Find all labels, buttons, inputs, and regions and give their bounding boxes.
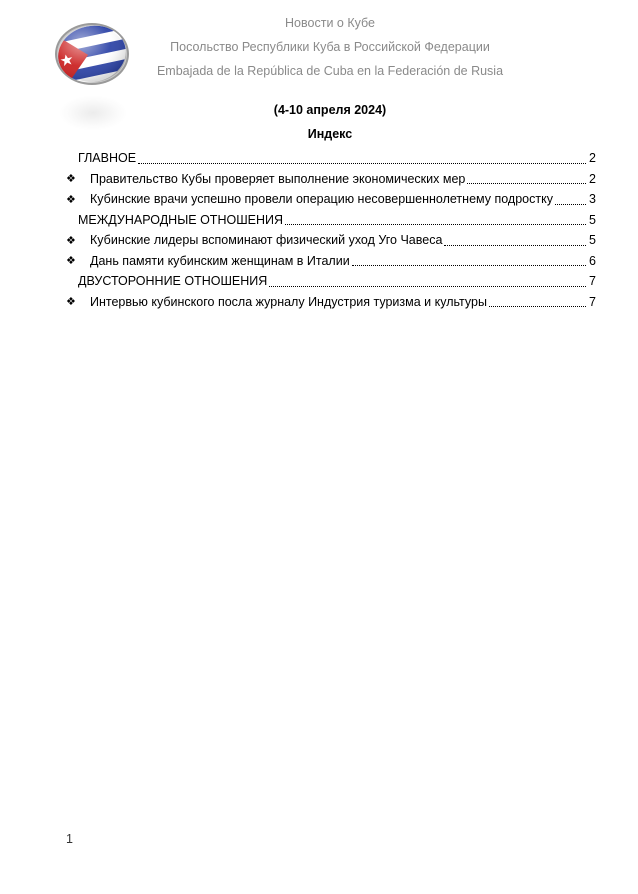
header-embassy-es: Embajada de la República de Cuba en la Federación de Rusia [156, 64, 504, 78]
toc-entry-text: Правительство Кубы проверяет выполнение экономических мер [90, 171, 466, 186]
toc-entry-text: МЕЖДУНАРОДНЫЕ ОТНОШЕНИЯ [78, 212, 284, 227]
toc-item[interactable] [64, 251, 596, 272]
toc-section-bilateral[interactable] [64, 271, 596, 292]
toc-entry-text: Дань памяти кубинским женщинам в Италии [90, 253, 350, 268]
toc-entry-text: ДВУСТОРОННИЕ ОТНОШЕНИЯ [78, 274, 268, 289]
toc-page-number: 5 [589, 233, 596, 248]
toc-section-international[interactable] [64, 210, 596, 231]
toc-item[interactable] [64, 169, 596, 190]
dot-leader [467, 182, 586, 184]
diamond-bullet-icon: ❖ [66, 193, 76, 206]
toc-entry-text: Кубинские лидеры вспоминают физический уход Уго Чавеса [90, 233, 443, 248]
diamond-bullet-icon: ❖ [66, 173, 76, 186]
diamond-bullet-icon: ❖ [66, 296, 76, 309]
toc-page-number: 2 [589, 171, 596, 186]
toc-section-main[interactable] [64, 148, 596, 169]
toc-page-number: 5 [589, 212, 596, 227]
toc-page-number: 3 [589, 192, 596, 207]
toc-page-number: 7 [589, 274, 596, 289]
toc-page-number: 2 [589, 151, 596, 166]
diamond-bullet-icon: ❖ [66, 234, 76, 247]
toc-item[interactable] [64, 292, 596, 313]
dot-leader [444, 244, 586, 246]
dot-leader [555, 203, 586, 205]
header-title: Новости о Кубе [285, 16, 375, 30]
header-embassy-ru: Посольство Республики Куба в Российской Федерации [170, 40, 490, 54]
dot-leader [138, 162, 586, 164]
dot-leader [489, 305, 586, 307]
table-of-contents [64, 148, 596, 312]
index-heading: Индекс [307, 127, 353, 141]
toc-page-number: 6 [589, 253, 596, 268]
toc-entry-text: ГЛАВНОЕ [78, 151, 137, 166]
toc-page-number: 7 [589, 294, 596, 309]
dot-leader [352, 264, 586, 266]
page-number: 1 [66, 832, 73, 846]
cuba-flag-badge-icon [54, 22, 130, 86]
toc-item[interactable] [64, 189, 596, 210]
dot-leader [269, 285, 586, 287]
dot-leader [285, 223, 586, 225]
date-range: (4-10 апреля 2024) [273, 103, 387, 117]
toc-item[interactable] [64, 230, 596, 251]
toc-entry-text: Интервью кубинского посла журналу Индустрия туризма и культуры [90, 294, 487, 309]
diamond-bullet-icon: ❖ [66, 255, 76, 268]
toc-entry-text: Кубинские врачи успешно провели операцию несовершеннолетнему подростку [90, 192, 553, 207]
